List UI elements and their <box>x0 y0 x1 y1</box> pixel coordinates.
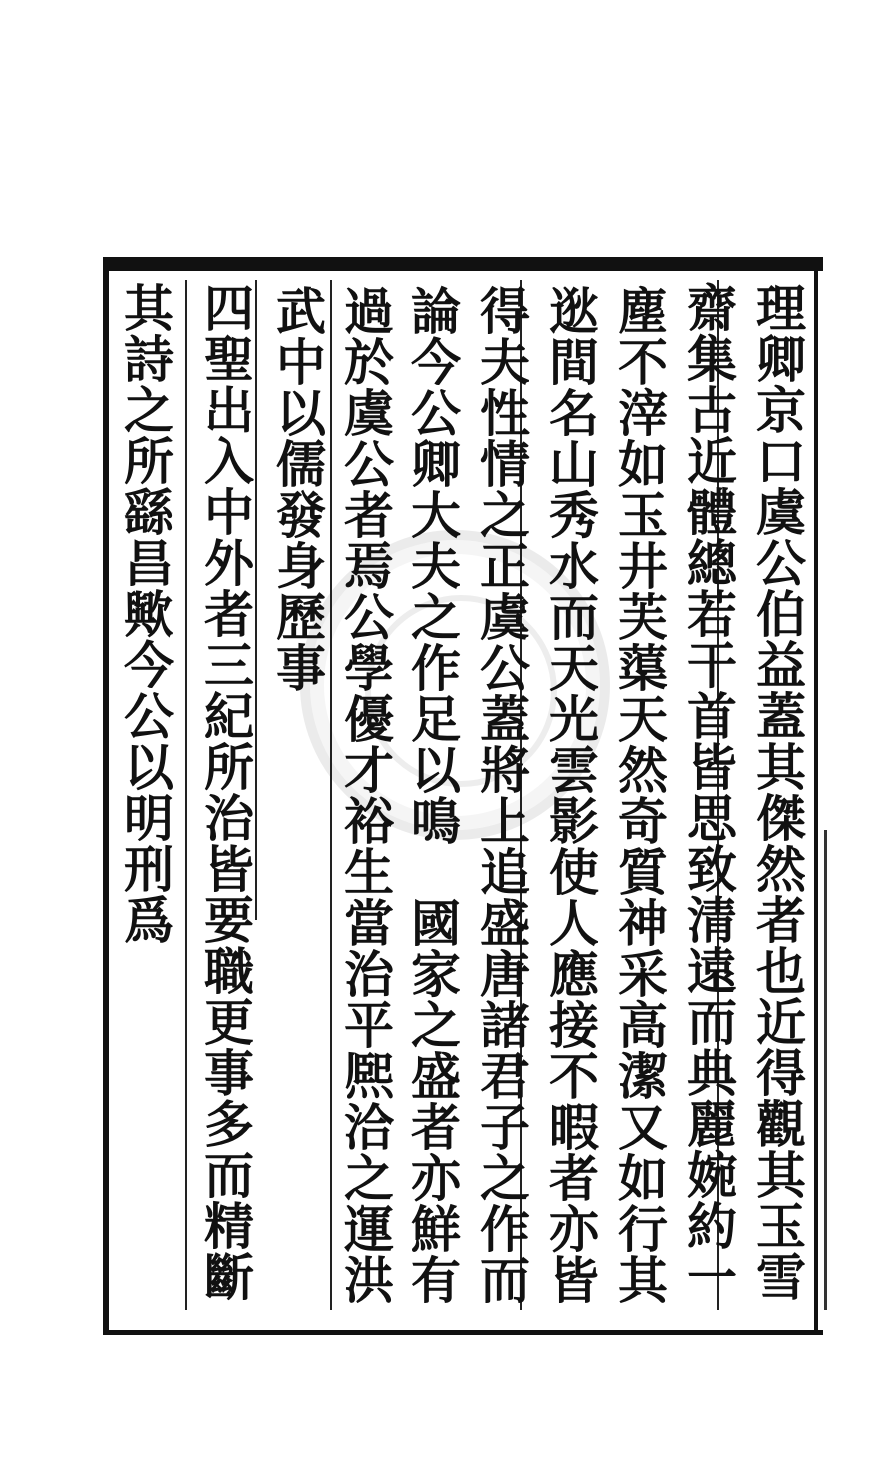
frame-right-edge <box>824 830 827 1310</box>
text-column-5: 得夫性情之正虞公蓋將上追盛唐諸君子之作而 <box>472 285 531 1305</box>
text-column-7: 過於虞公者焉公學優才裕生當治平熈洽之運洪 <box>336 285 395 1305</box>
text-column-10: 其詩之所繇昌歟今公以明刑爲 <box>116 282 175 945</box>
column-rule <box>255 280 257 920</box>
text-column-2: 齋集古近體總若干首皆思致清遠而典麗婉約一 <box>679 282 738 1302</box>
column-rule <box>330 280 332 1310</box>
text-column-3: 塵不滓如玉井芙蕖天然奇質神采高潔又如行其 <box>610 285 669 1305</box>
column-rule <box>185 280 187 1310</box>
text-column-9: 四聖出入中外者三紀所治皆要職更事多而精斷 <box>196 282 255 1302</box>
frame-left-border <box>103 257 109 1335</box>
text-column-1: 理卿京口虞公伯益蓋其傑然者也近得觀其玉雪 <box>748 282 807 1302</box>
text-column-4: 逖間名山秀水而天光雲影使人應接不暇者亦皆 <box>541 285 600 1305</box>
frame-top-border <box>105 257 823 271</box>
text-column-6: 論今公卿大夫之作足以鳴 國家之盛者亦鮮有 <box>403 285 462 1305</box>
frame-bottom-border <box>105 1330 823 1335</box>
text-column-8: 武中以儒發身歷事 <box>268 285 327 693</box>
frame-right-border <box>814 257 818 1335</box>
